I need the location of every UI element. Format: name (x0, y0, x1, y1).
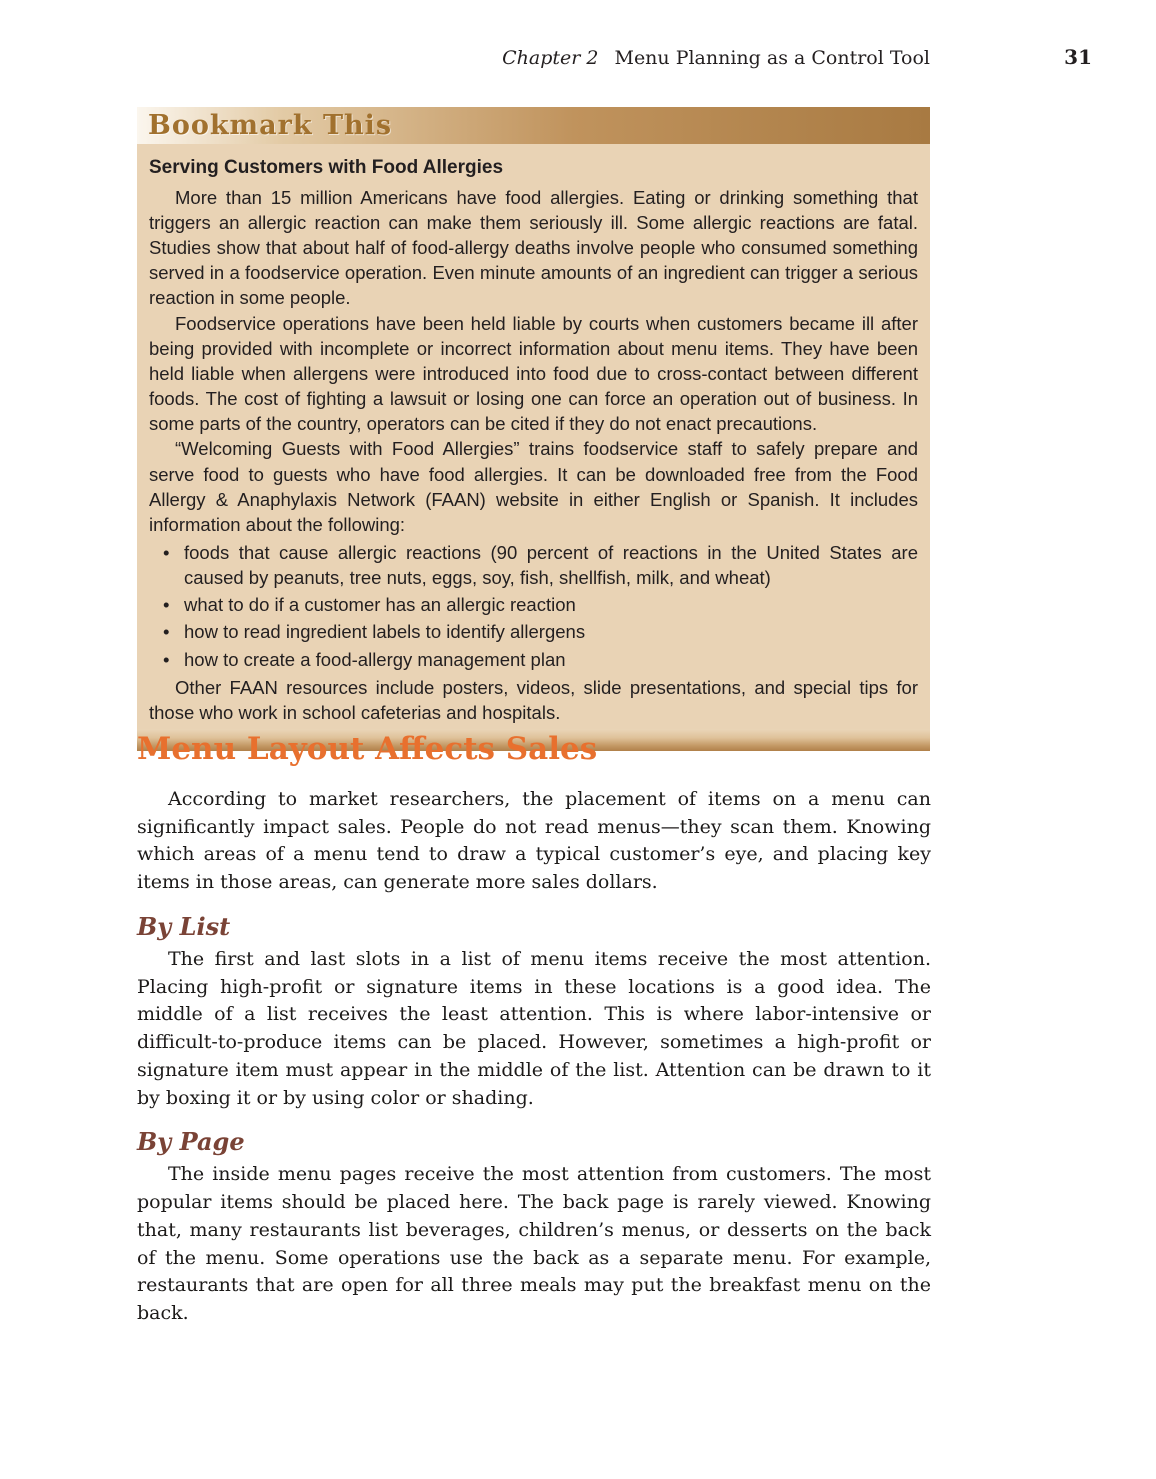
bullet-text: how to read ingredient labels to identify allergens (184, 621, 586, 643)
list-item (149, 619, 918, 644)
bookmark-bullet-list (149, 540, 918, 672)
bookmark-title-bar (137, 107, 930, 144)
bookmark-paragraph: Foodservice operations have been held liable by courts when customers became ill after being provided with incomplete or incorrect information about menu items. They have been held liable when allergens were introduced into food due to cross-contact between different foods. The cost of fighting a lawsuit or losing one can force an operation out of business. In some parts of the country, operators can be cited if they do not enact precautions. (149, 312, 918, 435)
subsection-paragraph: The first and last slots in a list of menu items receive the most attention. Placing high-profit or signature items in these locations is a good idea. The middle of a list receives the least attention. This is where labor-intensive or difficult-to-produce items can be placed. However, sometimes a high-profit or signature item must appear in the middle of the list. Attention can be drawn to it by boxing it or by using color or shading. (137, 947, 931, 1109)
list-item (149, 592, 918, 617)
section-title: Menu Layout Affects Sales (137, 731, 598, 767)
bullet-text: what to do if a customer has an allergic reaction (184, 594, 576, 616)
subsection-title-by-page: By Page (137, 1127, 245, 1157)
bookmark-paragraph: More than 15 million Americans have food allergies. Eating or drinking something that triggers an allergic reaction can make them seriously ill. Some allergic reactions are fatal. Studies show that about half of food-allergy deaths involve people who consumed something served in a foodservice operation. Even minute amounts of an ingredient can trigger a serious reaction in some people. (149, 186, 918, 309)
bullet-text: how to create a food-allergy management plan (184, 648, 566, 670)
bullet-icon: • (163, 542, 170, 564)
bookmark-paragraph: “Welcoming Guests with Food Allergies” trains foodservice staff to safely prepare and serve food to guests who have food allergies. It can be downloaded free from the Food Allergy & Anaphylaxis Network (FAAN) website in either English or Spanish. It includes information about the following: (149, 438, 918, 535)
page-number: 31 (1064, 45, 1092, 69)
bullet-icon: • (163, 648, 170, 670)
subsection-paragraph: The inside menu pages receive the most attention from customers. The most popular items should be placed here. The back page is rarely viewed. Knowing that, many restaurants list beverages, children’s menus, or desserts on the back of the menu. Some operations use the back as a separate menu. For example, restaurants that are open for all three meals may put the breakfast menu on the back. (137, 1163, 931, 1325)
running-head (502, 47, 930, 69)
list-item (149, 647, 918, 672)
bullet-text: foods that cause allergic reactions (90 percent of reactions in the United States are caused by peanuts, tree nuts, eggs, soy, fish, shellfish, milk, and wheat) (184, 542, 918, 589)
list-item (149, 540, 918, 590)
chapter-label: Chapter 2 (502, 47, 599, 69)
bullet-icon: • (163, 594, 170, 616)
chapter-title: Menu Planning as a Control Tool (614, 47, 930, 69)
section-intro-paragraph: According to market researchers, the placement of items on a menu can significantly impact sales. People do not read menus—they scan them. Knowing which areas of a menu tend to draw a typical customer’s eye, and placing key items in those areas, can generate more sales dollars. (137, 788, 931, 894)
bookmark-box (137, 107, 930, 751)
bookmark-closing-paragraph: Other FAAN resources include posters, videos, slide presentations, and special tips for those who work in school cafeterias and hospitals. (149, 676, 918, 723)
main-content (137, 731, 931, 1336)
bookmark-box-body (137, 144, 930, 729)
subsection-title-by-list: By List (137, 911, 231, 941)
bookmark-box-title: Bookmark This (148, 110, 393, 141)
bookmark-box-heading: Serving Customers with Food Allergies (149, 157, 504, 178)
bullet-icon: • (163, 621, 170, 643)
